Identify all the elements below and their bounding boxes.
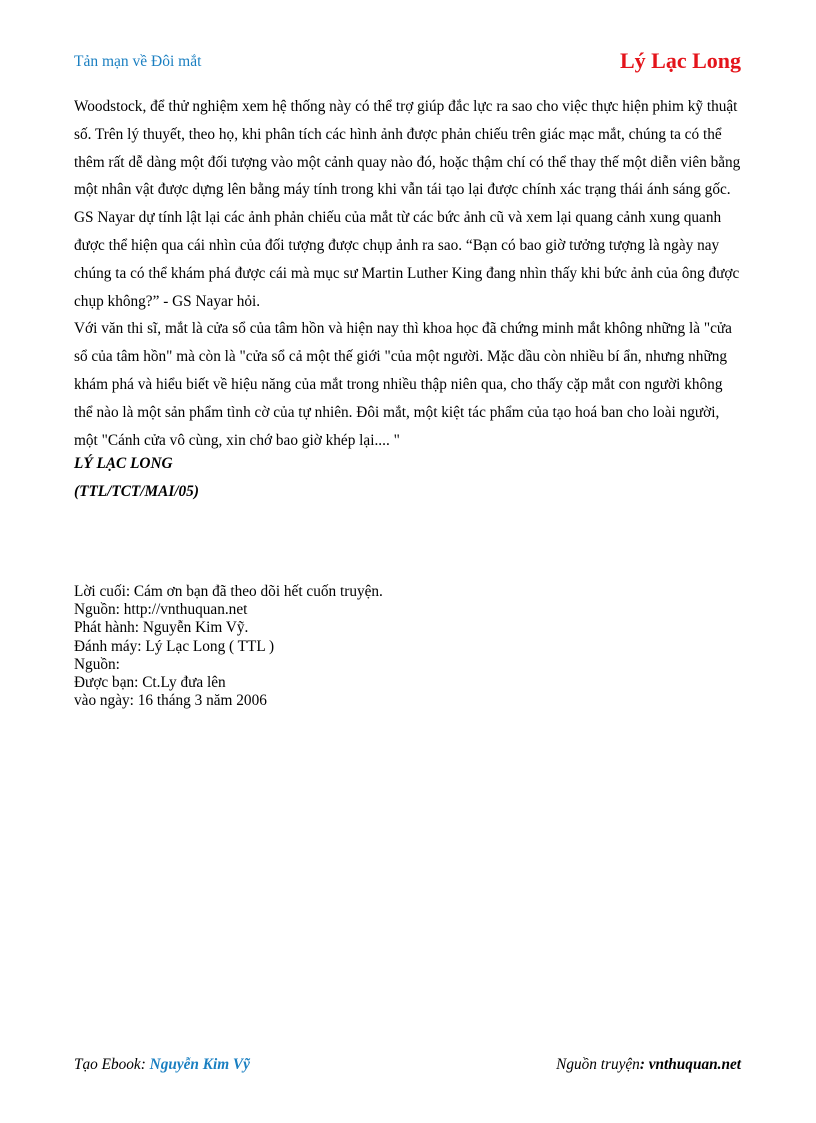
footer-source-label: Nguồn truyện <box>556 1056 640 1073</box>
credits-date: vào ngày: 16 tháng 3 năm 2006 <box>74 692 267 710</box>
paragraph-2: Với văn thi sĩ, mắt là cửa sổ của tâm hồn và hiện nay thì khoa học đã chứng minh mắt không những là "cửa sổ của tâm hồn" mà còn là "cửa sổ cả một thế giới "của một người. Mặc dầu còn nhiều bí ẩn, nhưng những khám phá và hiểu biết về hiệu năng của mắt trong nhiều thập niên qua, cho thấy cặp mắt con người không thể nào là một sản phẩm tình cờ của tự nhiên. Đôi mắt, một kiệt tác phẩm của tạo hoá ban cho loài người, một "Cánh cửa vô cùng, xin chớ bao giờ khép lại.... " <box>74 320 732 449</box>
header-author: Lý Lạc Long <box>619 48 741 73</box>
signature-name: LÝ LẠC LONG <box>74 455 173 472</box>
credits-typist: Đánh máy: Lý Lạc Long ( TTL ) <box>74 637 275 655</box>
footer-ebook-author-link[interactable]: Nguyễn Kim Vỹ <box>149 1056 250 1073</box>
footer-source-site[interactable]: vnthuquan.net <box>648 1056 741 1073</box>
paragraph-1: Woodstock, để thử nghiệm xem hệ thống này có thể trợ giúp đắc lực ra sao cho việc thực hiện phim kỹ thuật số. Trên lý thuyết, theo họ, khi phân tích các hình ảnh được phản chiếu trên giác mạc mắt, chúng ta có thể thêm rất dễ dàng một đối tượng vào một cảnh quay nào đó, hoặc thậm chí có thể thay thế một diễn viên bằng một nhân vật được dựng lên bằng máy tính trong khi vẫn tái tạo lại được chính xác trạng thái ánh sáng gốc. GS Nayar dự tính lật lại các ảnh phản chiếu của mắt từ các bức ảnh cũ và xem lại quang cảnh xung quanh được thể hiện qua cái nhìn của đối tượng được chụp ảnh ra sao. “Bạn có bao giờ tưởng tượng là ngày nay chúng ta có thể khám phá được cái mà mục sư Martin Luther King đang nhìn thấy khi bức ảnh của ông được chụp không?” - GS Nayar hỏi. <box>74 98 741 310</box>
credits-source: Nguồn: <box>74 655 120 673</box>
credits-closing: Lời cuối: Cám ơn bạn đã theo dõi hết cuốn truyện. <box>74 583 383 600</box>
footer-source <box>556 1056 741 1074</box>
body-text <box>74 93 742 454</box>
footer-source-sep: : <box>639 1056 649 1073</box>
footer-ebook-label: Tạo Ebook <box>74 1056 141 1073</box>
signature-code: (TTL/TCT/MAI/05) <box>74 483 199 500</box>
credits-source-url: Nguồn: http://vnthuquan.net <box>74 601 248 619</box>
header-title: Tản mạn về Đôi mắt <box>74 53 202 70</box>
footer-ebook-credit <box>74 1056 250 1074</box>
credits-publisher: Phát hành: Nguyễn Kim Vỹ. <box>74 619 249 637</box>
footer-ebook-sep: : <box>140 1056 150 1073</box>
credits-uploader: Được bạn: Ct.Ly đưa lên <box>74 674 226 692</box>
credits-block <box>74 583 383 710</box>
